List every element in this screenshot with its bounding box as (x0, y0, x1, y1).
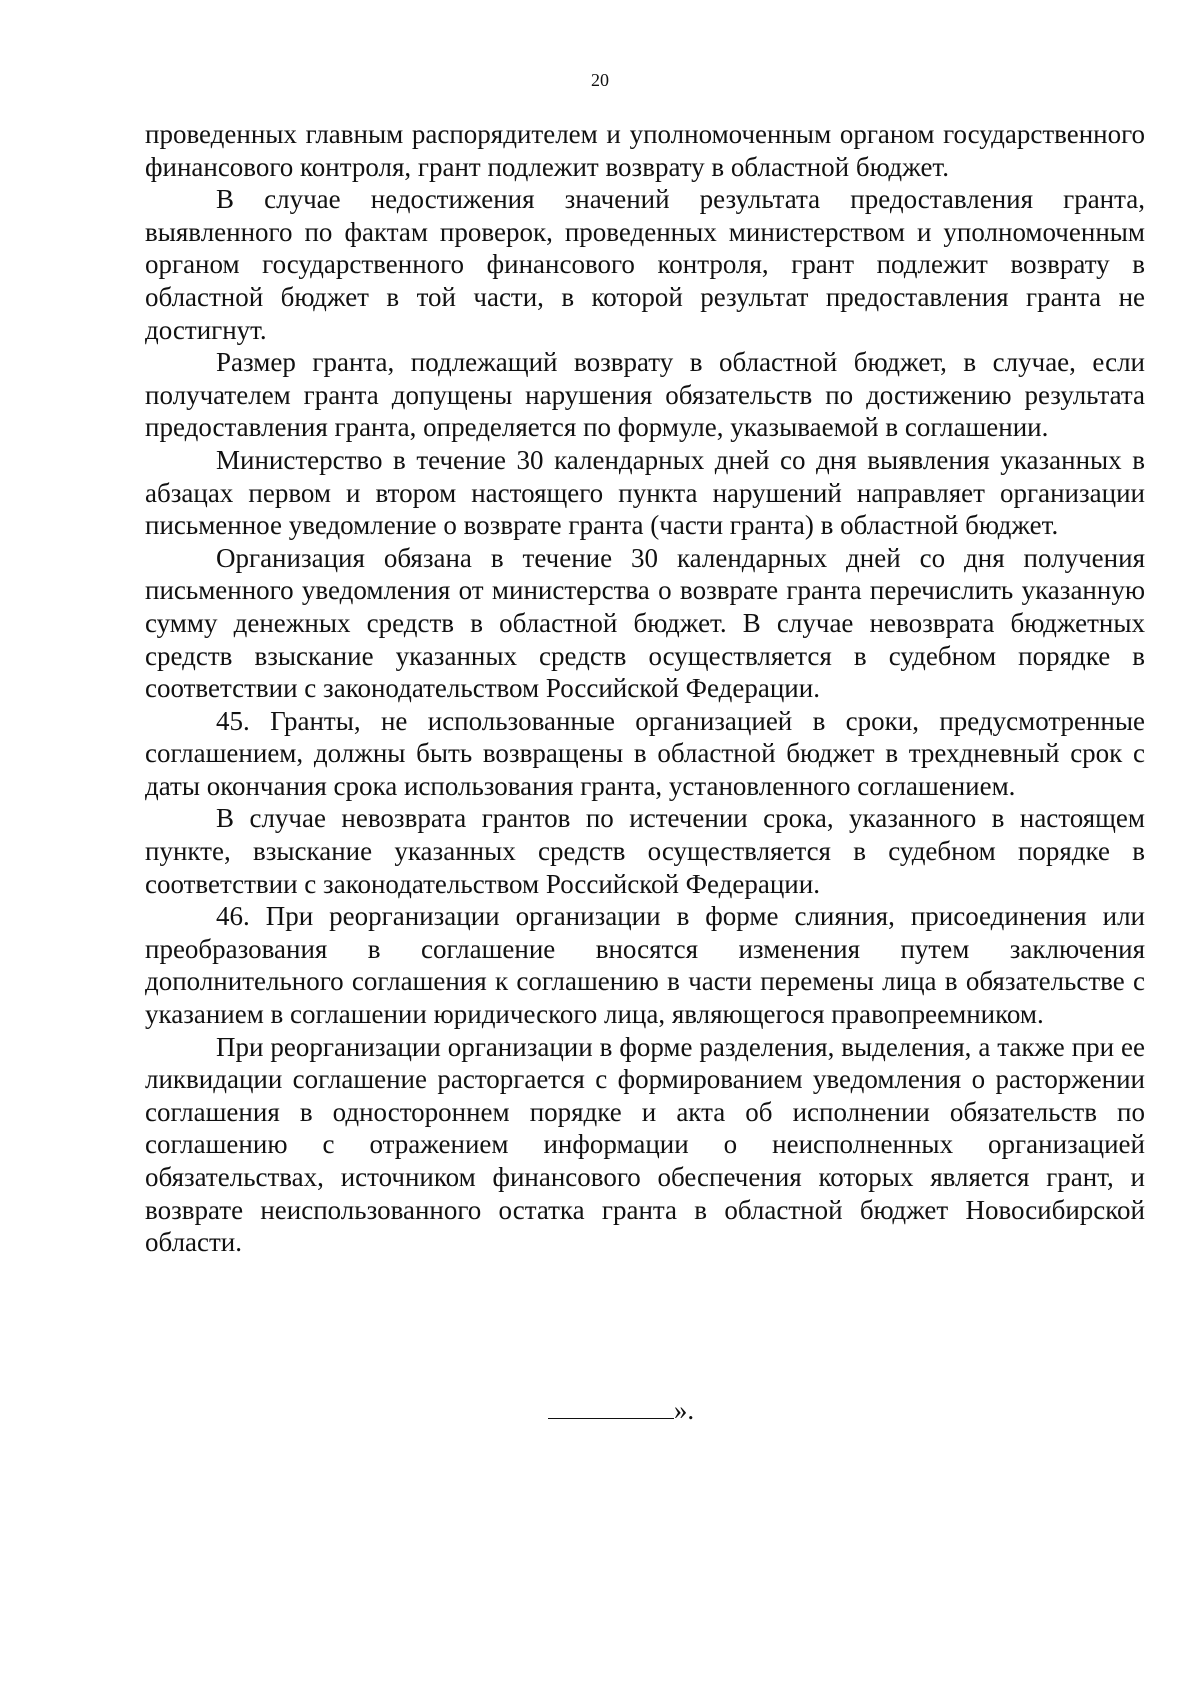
paragraph: Организация обязана в течение 30 календарных дней со дня получения письменного уведомления от министерства о возврате гранта перечислить указанную сумму денежных средств в областной бюджет. В случае невозврата бюджетных средств взыскание указанных средств осуществляется в судебном порядке в соответствии с законодательством Российской Федерации. (145, 542, 1145, 704)
paragraph-continuation: проведенных главным распорядителем и уполномоченным органом государственного финансового контроля, грант подлежит возврату в областной бюджет. (145, 119, 1145, 182)
paragraph-item-46: 46. При реорганизации организации в форме слияния, присоединения или преобразования в соглашение вносятся изменения путем заключения дополнительного соглашения к соглашению в части перемены лица в обязательстве с указанием в соглашении юридического лица, являющегося правопреемником. (145, 901, 1145, 1030)
paragraph-item-45: 45. Гранты, не использованные организацией в сроки, предусмотренные соглашением, должны быть возвращены в областной бюджет в трехдневный срок с даты окончания срока использования гранта, установленного соглашением. (145, 705, 1145, 801)
paragraph: При реорганизации организации в форме разделения, выделения, а также при ее ликвидации соглашение расторгается с формированием уведомления о расторжении соглашения в одностороннем порядке и акта об исполнении обязательств по соглашению с отражением информации о неисполненных организацией обязательствах, источником финансового обеспечения которых является грант, и возврате неиспользованного остатка гранта в областной бюджет Новосибирской области. (145, 1031, 1145, 1258)
closing-line (0, 1392, 1200, 1426)
paragraph: Министерство в течение 30 календарных дней со дня выявления указанных в абзацах первом и втором настоящего пункта нарушений направляет организации письменное уведомление о возврате гранта (части гранта) в областной бюджет. (145, 444, 1145, 541)
paragraph: Размер гранта, подлежащий возврату в областной бюджет, в случае, если получателем гранта допущены нарушения обязательств по достижению результата предоставления гранта, определяется по формуле, указываемой в соглашении. (145, 347, 1145, 443)
closing-underline (548, 1392, 674, 1419)
closing-quote-mark: ». (673, 1395, 695, 1425)
document-body (145, 118, 1145, 1259)
paragraph: В случае недостижения значений результата предоставления гранта, выявленного по фактам проверок, проведенных министерством и уполномоченным органом государственного финансового контроля, грант подлежит возврату в областной бюджет в той части, в которой результат предоставления гранта не достигнут. (145, 184, 1145, 345)
paragraph: В случае невозврата грантов по истечении срока, указанного в настоящем пункте, взыскание указанных средств осуществляется в судебном порядке в соответствии с законодательством Российской Федерации. (145, 803, 1145, 899)
page-number: 20 (591, 70, 609, 90)
